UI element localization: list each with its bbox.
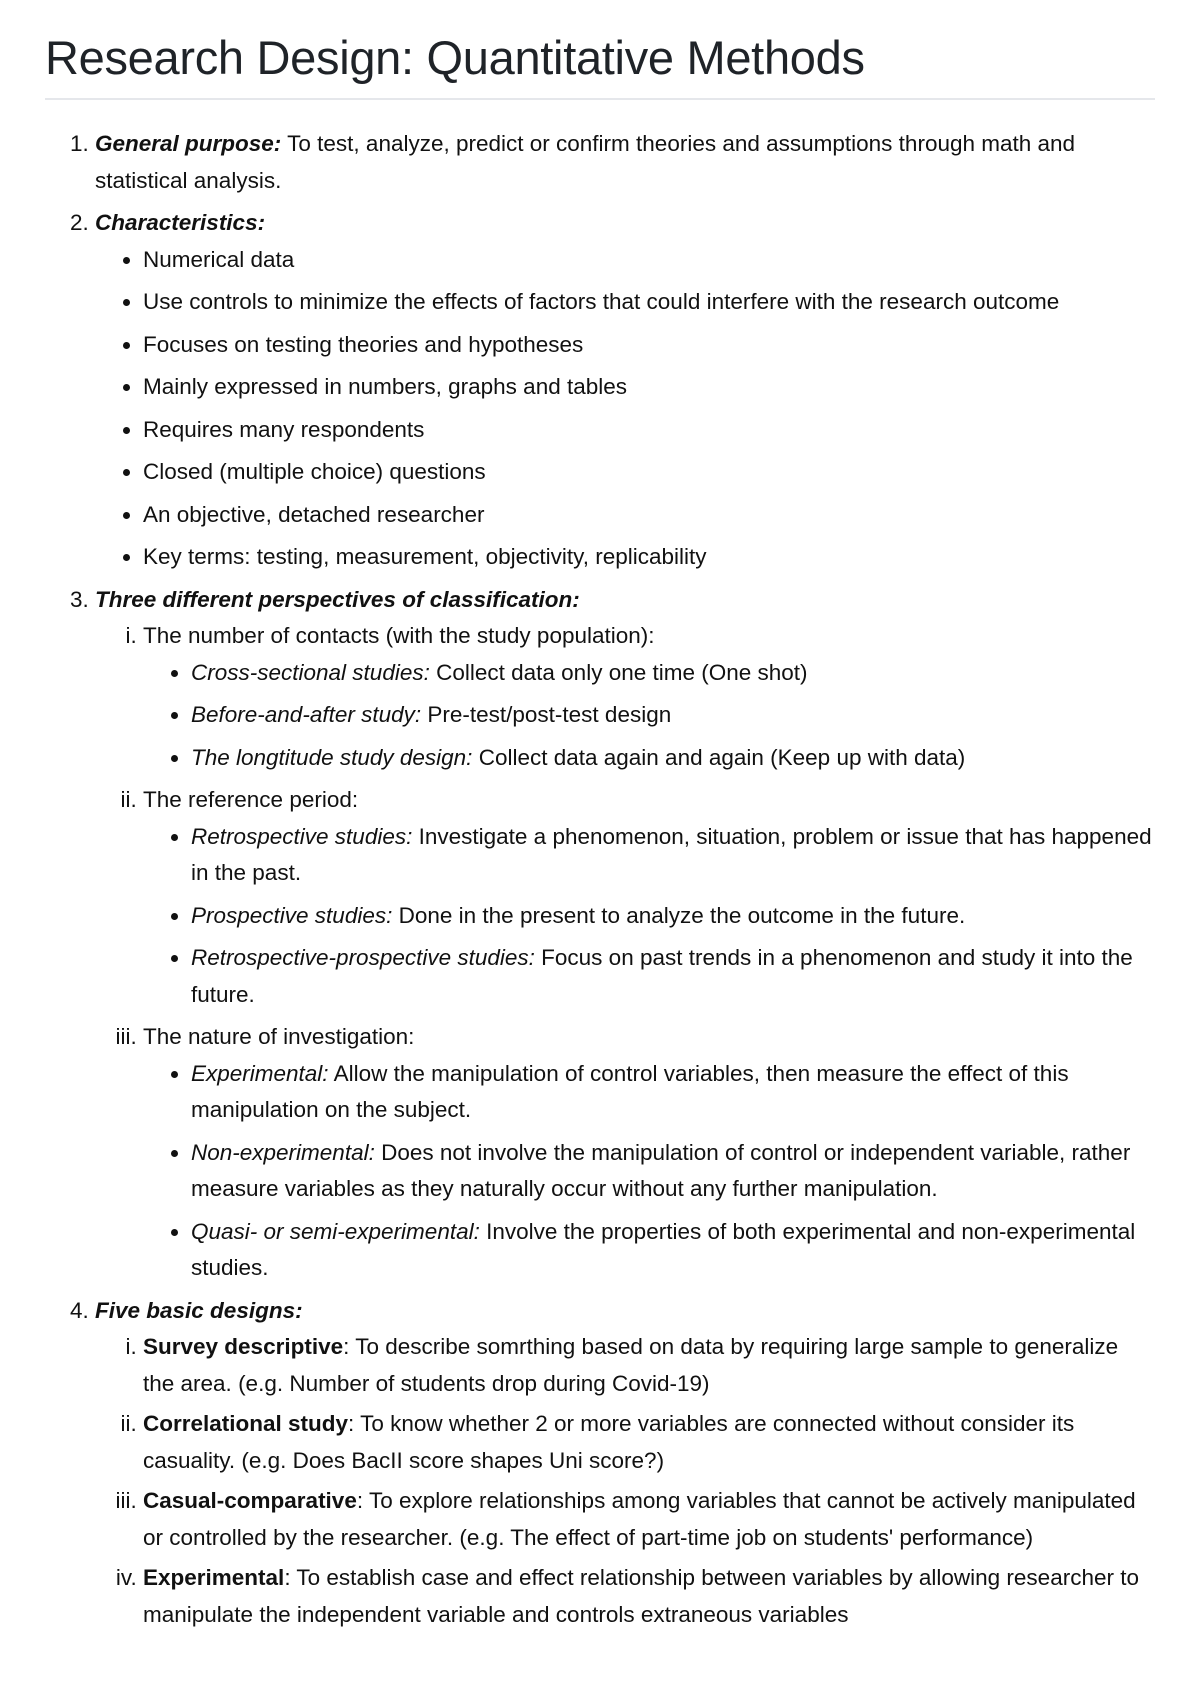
entry-term: Experimental: — [191, 1060, 329, 1086]
entry-desc: Allow the manipulation of control variables, then measure the effect of this manipulation on the subject. — [191, 1060, 1069, 1122]
main-list — [45, 126, 1155, 1633]
item-label: Five basic designs: — [95, 1297, 303, 1323]
perspective-group — [143, 618, 1155, 776]
group-heading: The reference period: — [143, 787, 359, 812]
list-item: • Requires many respondents — [143, 412, 1155, 449]
design-term: Survey descriptive — [143, 1334, 344, 1359]
entry-desc: Investigate a phenomenon, situation, problem or issue that has happened in the past. — [191, 823, 1152, 885]
item-label: Characteristics: — [95, 210, 266, 235]
entry-desc: Done in the present to analyze the outcome in the future. — [392, 902, 966, 928]
entry-term: Quasi- or semi-experimental: — [191, 1218, 480, 1244]
design-desc: : To explore relationships among variables that cannot be actively manipulated or controlled by the researcher. (e.g. The effect of part-time job on students' performance) — [143, 1488, 1136, 1550]
design-desc: : To know whether 2 or more variables are connected without consider its casuality. (e.g. Does BacII score shapes Uni score?) — [143, 1411, 1075, 1473]
entry-desc: Collect data again and again (Keep up with data) — [472, 744, 966, 770]
entry-term: Non-experimental: — [191, 1139, 375, 1165]
list-item: • Numerical data — [143, 242, 1155, 279]
list-item — [191, 697, 1155, 734]
list-item-designs — [95, 1293, 1155, 1634]
item-text: To test, analyze, predict or confirm theories and assumptions through math and statistical analysis. — [95, 131, 1076, 193]
design-term: Correlational study — [143, 1411, 349, 1436]
list-item — [143, 1406, 1155, 1479]
list-item: • Closed (multiple choice) questions — [143, 454, 1155, 491]
list-item — [191, 1056, 1155, 1129]
list-item — [191, 819, 1155, 892]
perspectives-list — [95, 618, 1155, 1287]
group-entries — [143, 1056, 1155, 1287]
entry-term: Retrospective-prospective studies: — [191, 945, 535, 970]
list-item-characteristics — [95, 205, 1155, 576]
group-heading: The nature of investigation: — [143, 1024, 415, 1049]
list-item-general-purpose — [95, 126, 1155, 199]
item-label: General purpose: — [95, 131, 282, 156]
entry-term: Before-and-after study: — [191, 702, 422, 727]
entry-term: Prospective studies: — [191, 902, 393, 928]
design-term: Casual-comparative — [143, 1488, 357, 1513]
list-item — [191, 740, 1155, 777]
perspective-group — [143, 782, 1155, 1013]
list-item: • An objective, detached researcher — [143, 497, 1155, 534]
list-item: • Focuses on testing theories and hypotheses — [143, 327, 1155, 364]
list-item: • Use controls to minimize the effects of factors that could interfere with the research outcome — [143, 284, 1155, 321]
entry-term: Cross-sectional studies: — [191, 659, 430, 685]
group-entries — [143, 819, 1155, 1014]
list-item — [143, 1560, 1155, 1633]
list-item: • Key terms: testing, measurement, objectivity, replicability — [143, 539, 1155, 576]
list-item-perspectives — [95, 582, 1155, 1287]
list-item — [191, 1135, 1155, 1208]
list-item — [191, 898, 1155, 935]
entry-desc: Involve the properties of both experimental and non-experimental studies. — [191, 1218, 1136, 1280]
list-item — [191, 655, 1155, 692]
design-desc: : To describe somrthing based on data by requiring large sample to generalize the area. (e.g. Number of students drop during Covid-19) — [143, 1334, 1119, 1396]
list-item — [143, 1329, 1155, 1402]
entry-desc: Collect data only one time (One shot) — [429, 659, 808, 685]
group-entries — [143, 655, 1155, 777]
group-heading: The number of contacts (with the study population): — [143, 623, 655, 648]
design-term: Experimental — [143, 1565, 285, 1590]
entry-term: The longtitude study design: — [191, 744, 473, 770]
design-desc: : To establish case and effect relationship between variables by allowing researcher to manipulate the independent variable and controls extraneous variables — [143, 1565, 1139, 1627]
list-item — [143, 1483, 1155, 1556]
list-item — [191, 940, 1155, 1013]
characteristics-list — [95, 242, 1155, 576]
entry-desc: Pre-test/post-test design — [421, 702, 672, 727]
perspective-group — [143, 1019, 1155, 1287]
designs-list — [95, 1329, 1155, 1633]
entry-desc: Focus on past trends in a phenomenon and study it into the future. — [191, 945, 1133, 1007]
list-item: • Mainly expressed in numbers, graphs and tables — [143, 369, 1155, 406]
page-title: Research Design: Quantitative Methods — [45, 30, 1155, 100]
list-item — [191, 1214, 1155, 1287]
item-label: Three different perspectives of classification: — [95, 586, 580, 612]
entry-term: Retrospective studies: — [191, 823, 413, 849]
entry-desc: Does not involve the manipulation of control or independent variable, rather measure variables as they naturally occur without any further manipulation. — [191, 1139, 1131, 1201]
